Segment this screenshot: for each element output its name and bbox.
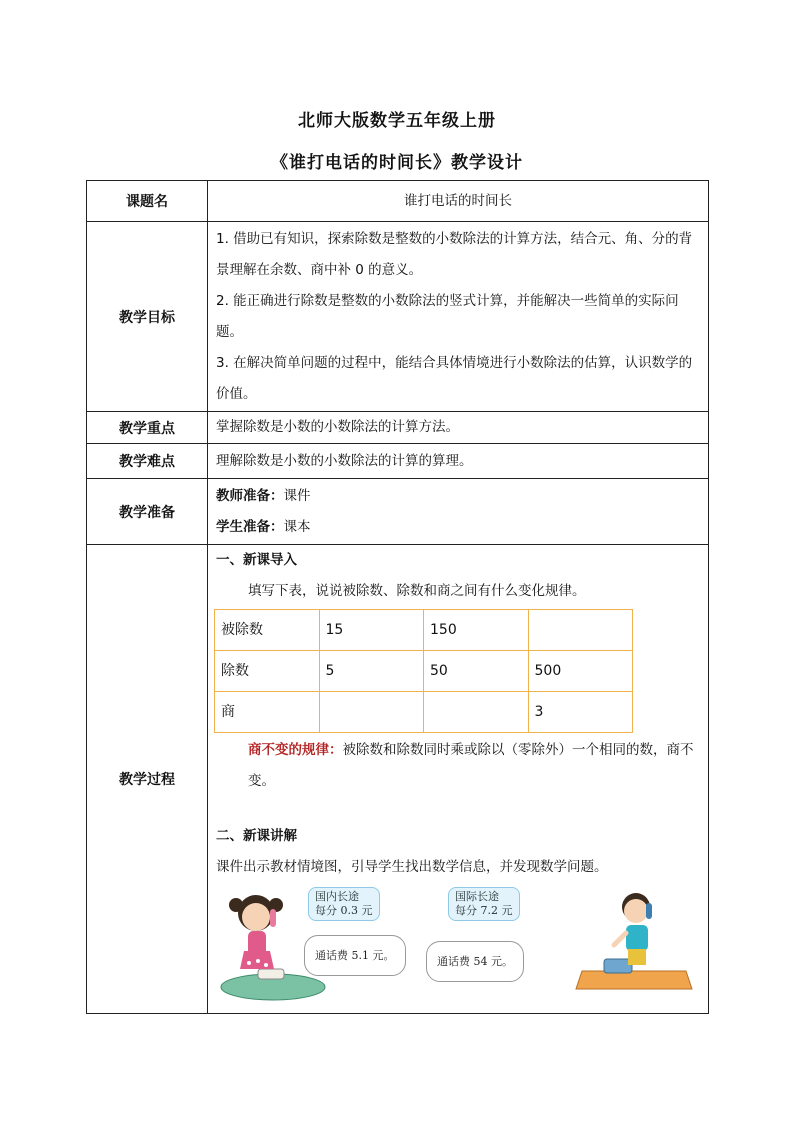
table-cell: 商 <box>215 692 320 733</box>
spacer <box>216 797 700 821</box>
scenario-illustration <box>216 883 700 1005</box>
goals-label: 教学目标 <box>87 222 208 412</box>
goal-item: 1. 借助已有知识，探索除数是整数的小数除法的计算方法，结合元、角、分的背景理解在余数、商中补 0 的意义。 <box>216 230 693 278</box>
process-cell <box>208 545 709 1014</box>
table-cell: 5 <box>319 651 424 692</box>
teacher-prep-value: 课件 <box>283 487 311 504</box>
rule-text: 被除数和除数同时乘或除以（零除外）一个相同的数，商不变。 <box>248 742 694 789</box>
table-cell: 被除数 <box>215 610 320 651</box>
domestic-rate-value: 每分 0.3 元 <box>315 904 373 917</box>
table-row <box>215 610 633 651</box>
table-cell: 50 <box>424 651 529 692</box>
domestic-fee-callout: 通话费 5.1 元。 <box>304 935 406 976</box>
goal-item: 2. 能正确进行除数是整数的小数除法的竖式计算，并能解决一些简单的实际问题。 <box>216 292 679 340</box>
difficulty-label: 教学难点 <box>87 444 208 479</box>
international-rate-value: 每分 7.2 元 <box>455 904 513 917</box>
lesson-plan-table <box>86 180 709 1014</box>
key-label: 教学重点 <box>87 412 208 444</box>
row-difficulty <box>87 444 709 479</box>
row-process <box>87 545 709 1014</box>
section2-text: 课件出示教材情境图，引导学生找出数学信息，并发现数学问题。 <box>216 859 608 875</box>
section1-title: 一、新课导入 <box>216 552 297 568</box>
international-rate-title: 国际长途 <box>455 890 499 903</box>
table-cell: 15 <box>319 610 424 651</box>
row-topic <box>87 181 709 222</box>
row-goals <box>87 222 709 412</box>
prep-cell <box>208 479 709 545</box>
teacher-prep-label: 教师准备： <box>216 487 284 504</box>
section2-title: 二、新课讲解 <box>216 828 297 844</box>
rule-paragraph <box>216 735 700 797</box>
table-cell <box>528 610 633 651</box>
key-value: 掌握除数是小数的小数除法的计算方法。 <box>208 412 709 444</box>
goal-item: 3. 在解决简单问题的过程中，能结合具体情境进行小数除法的估算，认识数学的价值。 <box>216 354 693 402</box>
difficulty-value: 理解除数是小数的小数除法的计算的算理。 <box>208 444 709 479</box>
topic-value: 谁打电话的时间长 <box>208 181 709 222</box>
international-fee-callout: 通话费 54 元。 <box>426 941 524 982</box>
table-row <box>215 692 633 733</box>
process-label: 教学过程 <box>87 545 208 1014</box>
table-cell: 500 <box>528 651 633 692</box>
row-prep <box>87 479 709 545</box>
prep-label: 教学准备 <box>87 479 208 545</box>
student-prep-value: 课本 <box>283 518 311 535</box>
table-cell: 150 <box>424 610 529 651</box>
domestic-rate-sign <box>308 887 380 921</box>
boy-on-phone-illustration <box>574 889 694 1001</box>
topic-label: 课题名 <box>87 181 208 222</box>
table-cell <box>424 692 529 733</box>
domestic-rate-title: 国内长途 <box>315 890 359 903</box>
table-cell: 3 <box>528 692 633 733</box>
table-row <box>215 651 633 692</box>
table-cell: 除数 <box>215 651 320 692</box>
table-cell <box>319 692 424 733</box>
row-key <box>87 412 709 444</box>
international-rate-sign <box>448 887 520 921</box>
document-subtitle: 《谁打电话的时间长》教学设计 <box>271 153 523 173</box>
student-prep-label: 学生准备： <box>216 518 284 535</box>
document-title: 北师大版数学五年级上册 <box>298 111 496 131</box>
rule-label: 商不变的规律： <box>248 742 343 758</box>
section1-text: 填写下表，说说被除数、除数和商之间有什么变化规律。 <box>248 583 586 599</box>
quotient-table <box>214 609 633 733</box>
goals-cell <box>208 222 709 412</box>
